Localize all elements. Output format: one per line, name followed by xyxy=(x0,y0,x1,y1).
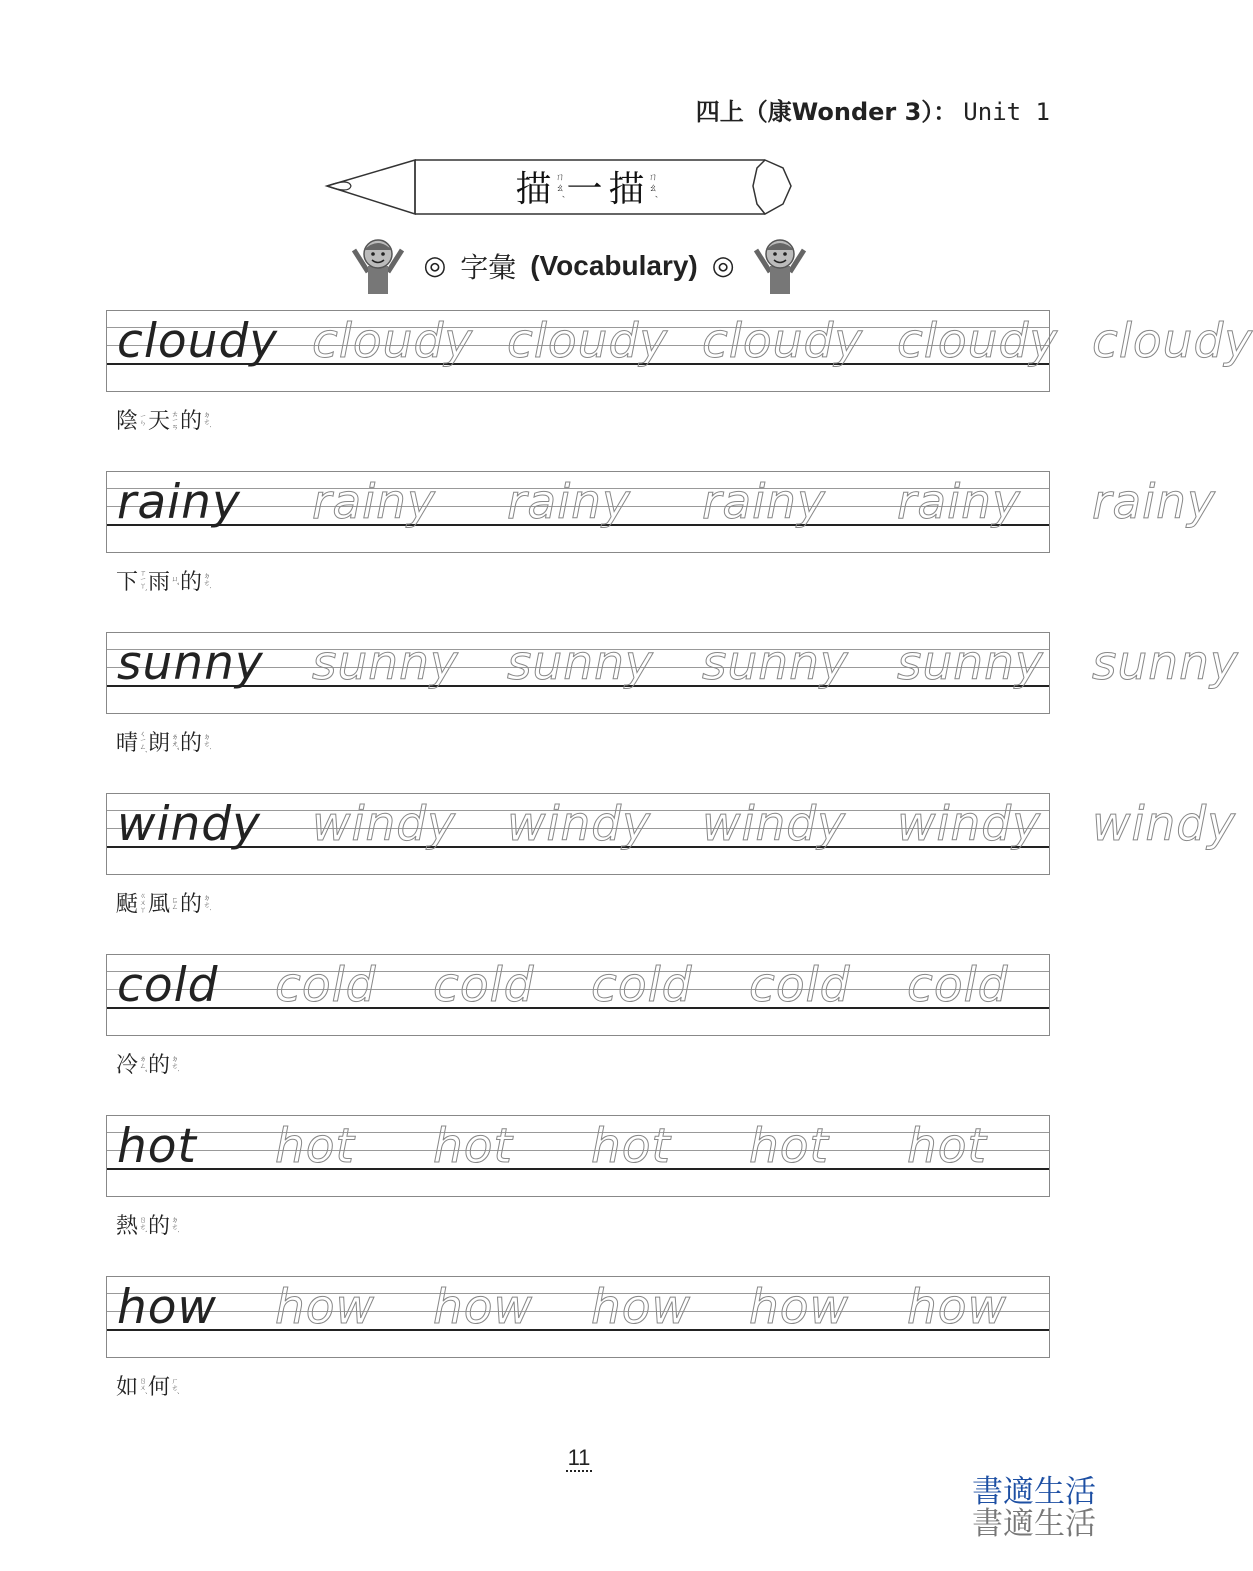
brand-line-1: 書適生活 xyxy=(972,1474,1096,1510)
heading-mark-right: ◎ xyxy=(711,251,735,281)
trace-word: windy xyxy=(1092,797,1236,852)
trace-word: hot xyxy=(591,1119,671,1174)
trace-word: sunny xyxy=(312,636,459,691)
model-word: rainy xyxy=(117,475,241,530)
word-meaning: 如 ㄖㄨˊ 何 ㄏㄜˊ xyxy=(116,1375,180,1400)
model-word: windy xyxy=(117,797,261,852)
heading-mark-left: ◎ xyxy=(423,251,447,281)
word-meaning: 熱 ㄖㄜˋ 的 ㄉㄜ˙ xyxy=(116,1214,180,1239)
unit-label: Unit 1 xyxy=(963,98,1050,126)
child-cheering-icon xyxy=(346,236,410,296)
trace-word: rainy xyxy=(1092,475,1216,530)
trace-word: how xyxy=(591,1280,691,1335)
trace-word: sunny xyxy=(507,636,654,691)
trace-word: hot xyxy=(275,1119,355,1174)
trace-word: hot xyxy=(749,1119,829,1174)
trace-word: how xyxy=(907,1280,1007,1335)
vocab-row xyxy=(106,1276,1050,1401)
trace-word: cloudy xyxy=(312,314,474,369)
trace-word: how xyxy=(749,1280,849,1335)
trace-word: sunny xyxy=(702,636,849,691)
brand-line-2: 書適生活 xyxy=(972,1506,1096,1542)
trace-word: how xyxy=(275,1280,375,1335)
child-cheering-icon xyxy=(748,236,812,296)
vocab-row xyxy=(106,1115,1050,1240)
trace-word: rainy xyxy=(507,475,631,530)
word-meaning: 晴 ㄑㄧㄥˊ 朗 ㄌㄤˇ 的 ㄉㄜ˙ xyxy=(116,729,212,756)
trace-word: sunny xyxy=(1092,636,1239,691)
brand-watermark xyxy=(972,1476,1096,1540)
vocab-row xyxy=(106,310,1253,435)
handwriting-guide-lines xyxy=(106,793,1236,875)
model-word: cold xyxy=(117,958,219,1013)
trace-word: windy xyxy=(507,797,651,852)
worksheet-title: 描 ㄇㄠˊ 一 描 ㄇㄠˊ xyxy=(515,168,657,210)
trace-word: cold xyxy=(275,958,377,1013)
book-title: 四上（康Wonder 3）： xyxy=(695,98,958,126)
handwriting-guide-lines xyxy=(106,310,1253,392)
vocab-row xyxy=(106,632,1239,757)
trace-word: cold xyxy=(749,958,851,1013)
handwriting-guide-lines xyxy=(106,471,1216,553)
model-word: hot xyxy=(117,1119,197,1174)
vocab-row xyxy=(106,954,1050,1079)
vocab-en: (Vocabulary) xyxy=(530,250,698,281)
trace-word: windy xyxy=(312,797,456,852)
page-header xyxy=(696,92,1050,127)
model-word: cloudy xyxy=(117,314,279,369)
trace-word: cloudy xyxy=(702,314,864,369)
word-meaning: 下 ㄒㄧㄚˋ 雨 ㄩˇ 的 ㄉㄜ˙ xyxy=(116,568,212,595)
trace-word: windy xyxy=(702,797,846,852)
handwriting-guide-lines xyxy=(106,1115,1050,1197)
trace-word: cloudy xyxy=(507,314,669,369)
trace-word: cloudy xyxy=(1092,314,1253,369)
trace-word: cloudy xyxy=(897,314,1059,369)
trace-word: cold xyxy=(433,958,535,1013)
trace-word: rainy xyxy=(897,475,1021,530)
word-meaning: 冷 ㄌㄥˇ 的 ㄉㄜ˙ xyxy=(116,1053,180,1078)
trace-word: cold xyxy=(591,958,693,1013)
handwriting-guide-lines xyxy=(106,632,1239,714)
trace-word: hot xyxy=(907,1119,987,1174)
vocab-row xyxy=(106,471,1216,596)
trace-word: rainy xyxy=(702,475,826,530)
model-word: how xyxy=(117,1280,217,1335)
page-number: 11 xyxy=(567,1445,591,1470)
trace-word: cold xyxy=(907,958,1009,1013)
vocab-row xyxy=(106,793,1236,918)
trace-word: sunny xyxy=(897,636,1044,691)
vocab-zh: 字彙 xyxy=(460,251,517,284)
word-meaning: 颳 ㄍㄨㄚ 風 ㄈㄥ 的 ㄉㄜ˙ xyxy=(116,892,212,917)
trace-word: how xyxy=(433,1280,533,1335)
trace-word: hot xyxy=(433,1119,513,1174)
vocabulary-heading xyxy=(0,236,1158,296)
handwriting-guide-lines xyxy=(106,954,1050,1036)
trace-word: windy xyxy=(897,797,1041,852)
trace-word: rainy xyxy=(312,475,436,530)
model-word: sunny xyxy=(117,636,264,691)
word-meaning: 陰 ㄧㄣ 天 ㄊㄧㄢ 的 ㄉㄜ˙ xyxy=(116,409,212,434)
handwriting-guide-lines xyxy=(106,1276,1050,1358)
